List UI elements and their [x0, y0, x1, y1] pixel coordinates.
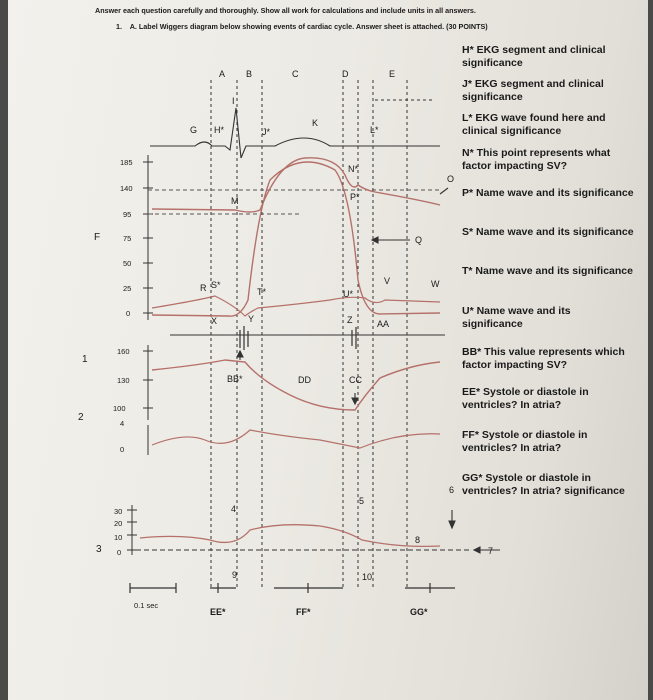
pressure-axis — [143, 155, 153, 320]
label-ff: FF* — [296, 607, 311, 617]
label-p: P* — [350, 192, 360, 202]
p-tick-75: 75 — [123, 234, 132, 243]
label-j: J* — [262, 127, 271, 137]
label-o: O — [447, 174, 455, 184]
v-tick-160: 160 — [117, 347, 130, 356]
label-n: N* — [348, 164, 359, 174]
prompt-j: J* EKG segment and clinical significance — [462, 78, 604, 103]
prompt-n: N* This point represents what factor impacting SV? — [462, 147, 611, 172]
label-u: U* — [343, 289, 354, 299]
label-dd: DD — [298, 375, 311, 385]
label-c: C — [292, 69, 299, 79]
b-tick-20: 20 — [114, 519, 123, 528]
ventricular-pressure-curve — [152, 162, 440, 316]
question-body: A. Label Wiggers diagram below showing events of cardiac cycle. Answer sheet is attached. (30 POINTS) — [129, 22, 488, 31]
bottom-axis — [127, 505, 137, 555]
side-num-1: 1 — [82, 354, 88, 365]
heart-sound-marks — [240, 326, 356, 350]
prompt-h: H* EKG segment and clinical significance — [462, 44, 606, 69]
p-tick-25: 25 — [123, 284, 132, 293]
num-10: 10 — [362, 572, 373, 582]
p-tick-95: 95 — [123, 210, 132, 219]
label-b: B — [246, 69, 253, 79]
label-bb: BB* — [227, 374, 243, 384]
label-y: Y — [248, 314, 255, 324]
label-h: H* — [214, 125, 225, 135]
b-tick-30: 30 — [114, 507, 123, 516]
prompt-l: L* EKG wave found here and clinical significance — [462, 112, 606, 137]
prompt-bb: BB* This value represents which factor impacting SV? — [462, 346, 625, 371]
prompt-t: T* Name wave and its significance — [462, 265, 633, 277]
ventricular-volume-curve — [152, 360, 440, 410]
p-tick-140: 140 — [120, 184, 133, 193]
prompt-gg: GG* Systole or diastole in ventricles? In atria? significance — [462, 472, 625, 497]
bottom-trace — [140, 525, 440, 547]
prompt-s: S* Name wave and its significance — [462, 226, 634, 238]
prompt-ff: FF* Systole or diastole in ventricles? In atria? — [462, 429, 588, 454]
prompt-p: P* Name wave and its significance — [462, 187, 634, 199]
prompt-u: U* Name wave and its significance — [462, 305, 571, 330]
v-tick-130: 130 — [117, 376, 130, 385]
volume-axis — [143, 345, 153, 420]
num-5: 5 — [359, 496, 365, 506]
label-e: E — [389, 69, 396, 79]
label-cc: CC — [349, 375, 362, 385]
b-tick-0: 0 — [117, 548, 122, 557]
num-6: 6 — [449, 485, 455, 495]
label-i: I — [232, 96, 235, 106]
prompt-ee: EE* Systole or diastole in ventricles? In atria? — [462, 386, 589, 411]
label-a: A — [219, 69, 226, 79]
atrial-pressure-curve — [152, 296, 440, 316]
label-l: L* — [370, 125, 379, 135]
label-g: G — [190, 125, 198, 135]
label-gg: GG* — [410, 607, 428, 617]
p-tick-50: 50 — [123, 259, 132, 268]
b-tick-10: 10 — [114, 533, 123, 542]
label-x: X — [211, 316, 218, 326]
label-w: W — [431, 279, 440, 289]
side-num-2: 2 — [78, 412, 84, 423]
label-f: F — [94, 232, 101, 243]
instructions-text: Answer each question carefully and thoroughly. Show all work for calculations and include units in all answers. — [95, 6, 476, 15]
label-aa: AA — [377, 319, 390, 329]
time-scale — [130, 583, 455, 593]
arrows — [237, 188, 500, 553]
label-k: K — [312, 118, 319, 128]
s-tick-4: 4 — [120, 419, 125, 428]
num-4: 4 — [231, 504, 237, 514]
question-number: 1. — [116, 22, 122, 31]
label-v: V — [384, 276, 391, 286]
label-m: M — [231, 196, 239, 206]
small-trace — [152, 430, 440, 448]
p-tick-0: 0 — [126, 309, 131, 318]
side-num-3: 3 — [96, 544, 102, 555]
num-8: 8 — [415, 535, 421, 545]
label-d: D — [342, 69, 349, 79]
label-t: T* — [257, 287, 266, 297]
diagram-labels — [78, 69, 493, 617]
label-r: R — [200, 283, 207, 293]
num-9: 9 — [232, 570, 238, 580]
label-ee: EE* — [210, 607, 226, 617]
p-tick-185: 185 — [120, 158, 133, 167]
label-z: Z — [347, 315, 353, 325]
label-s: S* — [211, 280, 221, 290]
s-tick-0: 0 — [120, 445, 125, 454]
aortic-pressure-curve — [152, 158, 440, 212]
num-7: 7 — [488, 546, 494, 556]
time-label: 0.1 sec — [134, 601, 159, 610]
v-tick-100: 100 — [113, 404, 126, 413]
label-q: Q — [415, 235, 423, 245]
